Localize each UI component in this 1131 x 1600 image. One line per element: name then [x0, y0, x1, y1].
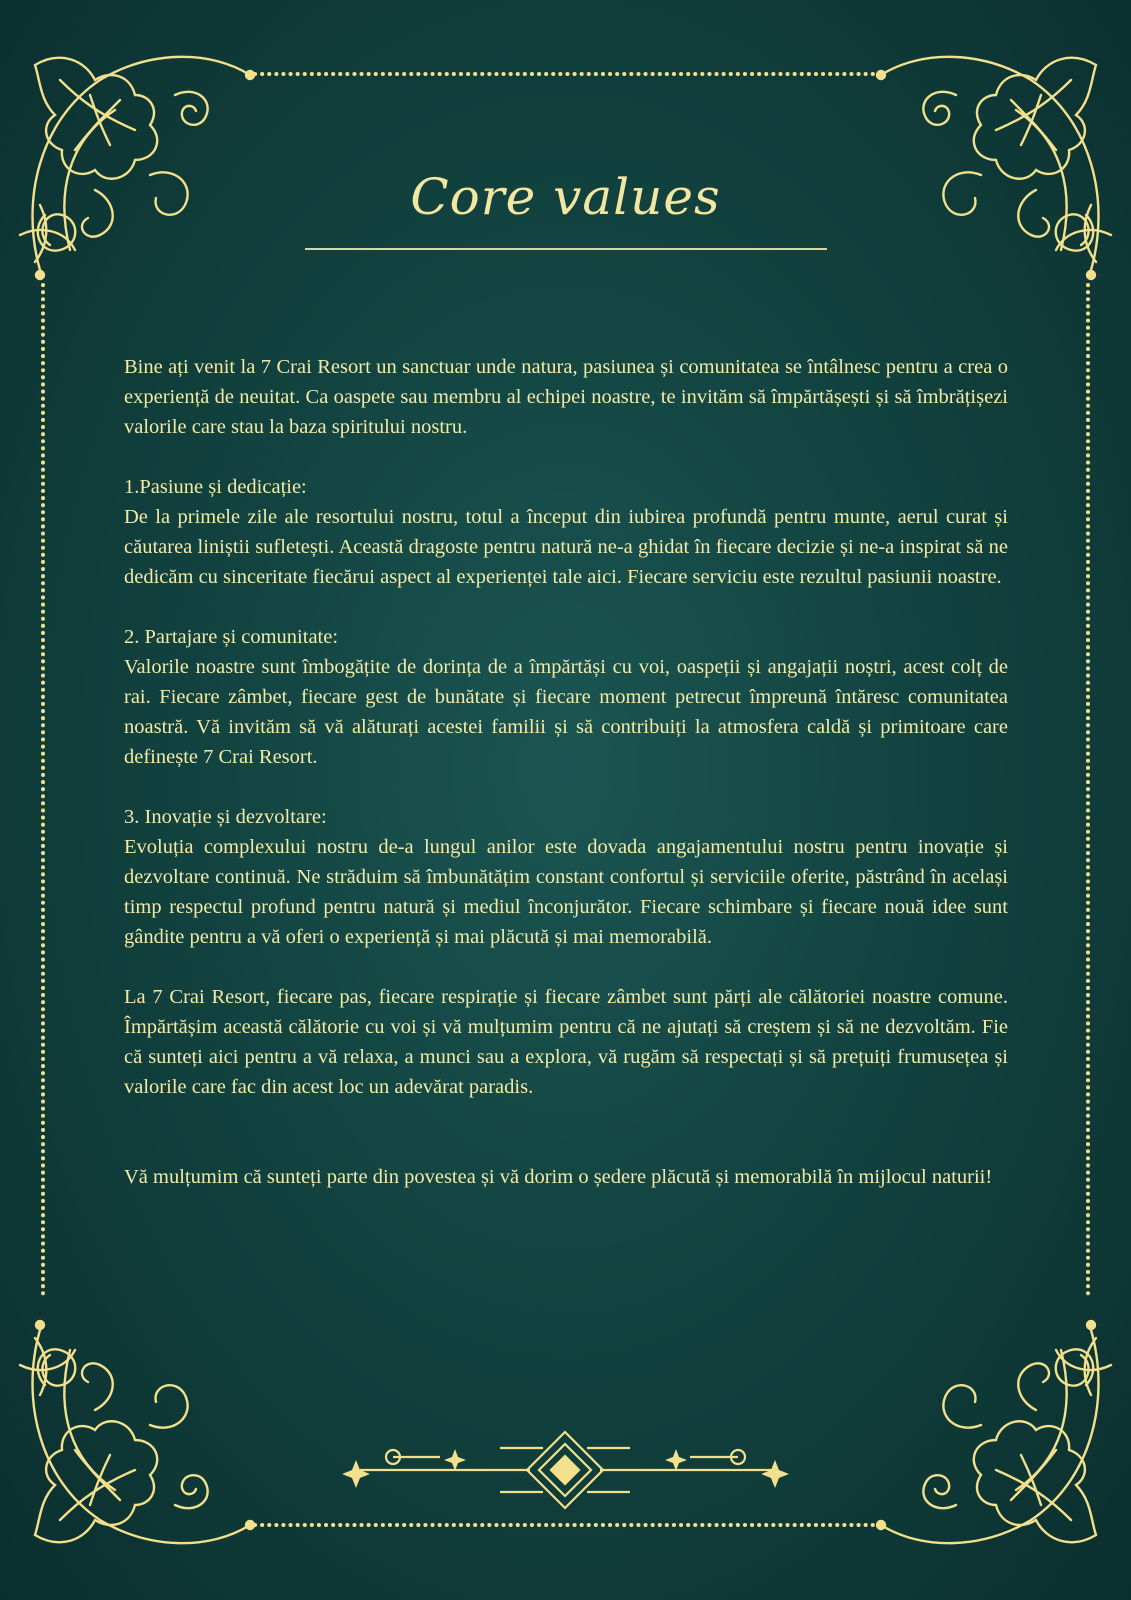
section-text-2: Valorile noastre sunt îmbogățite de dorința de a împărtăși cu voi, oaspeții și angajații noștri, acest colț de rai. Fiecare zâmbet, fiecare gest de bunătate și fiecare moment petrecut împreună întăresc comunitatea noastră. Vă invităm să vă alăturați acestei familii și să contribuiți la atmosfera caldă și primitoare care definește 7 Crai Resort. [124, 656, 1008, 768]
section-heading-3: 3. Inovație și dezvoltare: [124, 806, 327, 828]
intro-paragraph: Bine ați venit la 7 Crai Resort un sanctuar unde natura, pasiunea și comunitatea se întâlnesc pentru a crea o experiență de neuitat. Ca oaspete sau membru al echipei noastre, te invităm să împărtășești și să îmbrățișezi valorile care stau la baza spiritului nostru. [124, 356, 1008, 438]
corner-ornament-bottom-left [20, 1321, 254, 1543]
page-title: Core values [410, 168, 721, 226]
section-heading-1: 1.Pasiune și dedicație: [124, 476, 307, 498]
closing-paragraph: La 7 Crai Resort, fiecare pas, fiecare respirație și fiecare zâmbet sunt părți ale călătoriei noastre comune. Împărtășim această călătorie cu voi și vă mulțumim pentru că ne ajutați să creștem și să ne dezvoltăm. Fie că sunteți aici pentru a vă relaxa, a munci sau a explora, vă rugăm să respectați și să prețuiți frumusețea și valorile care fac din acest loc un adevărat paradis. [124, 986, 1008, 1098]
title-divider [305, 248, 827, 250]
section-text-3: Evoluția complexului nostru de-a lungul anilor este dovada angajamentului nostru pentru inovație și dezvoltare continuă. Ne străduim să îmbunătățim constant confortul și serviciile oferite, păstrând în același timp respectul profund pentru natură și mediul înconjurător. Fiecare schimbare și fiecare nouă idee sunt gândite pentru a vă oferi o experiență și mai plăcută și mai memorabilă. [124, 836, 1008, 948]
corner-ornament-bottom-right [877, 1321, 1111, 1543]
bottom-center-ornament [360, 1432, 772, 1508]
body-text [124, 352, 1008, 1192]
thanks-paragraph: Vă mulțumim că sunteți parte din povestea și vă dorim o ședere plăcută și memorabilă în mijlocul naturii! [124, 1166, 993, 1188]
section-text-1: De la primele zile ale resortului nostru, totul a început din iubirea profundă pentru munte, aerul curat și căutarea liniștii sufletești. Această dragoste pentru natură ne-a ghidat în fiecare decizie și ne-a inspirat să ne dedicăm cu sinceritate fiecărui aspect al experienței tale aici. Fiecare serviciu este rezultul pasiunii noastre. [124, 506, 1008, 588]
section-heading-2: 2. Partajare și comunitate: [124, 626, 339, 648]
